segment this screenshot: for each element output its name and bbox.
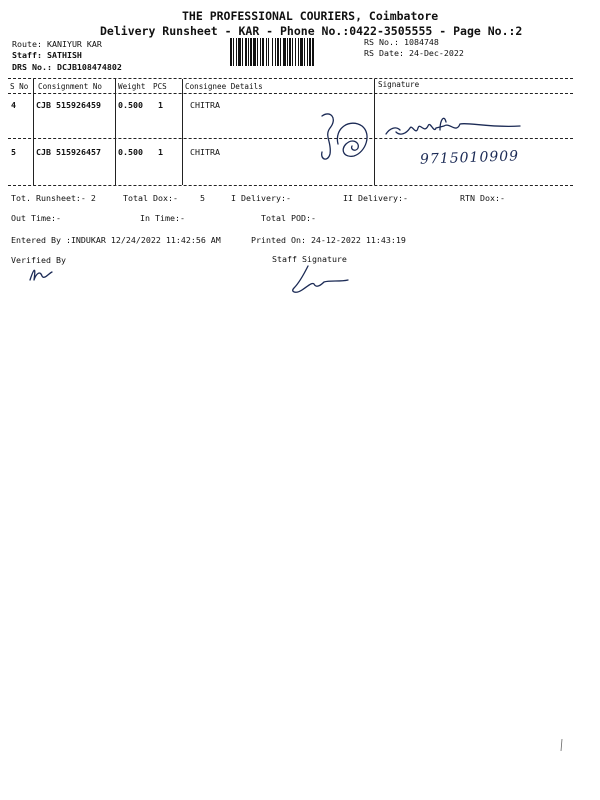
table-row-pcs: 1 [158, 100, 163, 110]
receiver-signature [300, 100, 530, 180]
col-divider [115, 79, 116, 185]
company-title: THE PROFESSIONAL COURIERS, Coimbatore [182, 9, 439, 23]
out-time-label: Out Time:- [11, 213, 61, 223]
col-divider [182, 79, 183, 185]
table-row-sno: 4 [11, 100, 16, 110]
runsheet-title: Delivery Runsheet - KAR - Phone No.:0422-3505555 - Page No.:2 [100, 24, 523, 38]
printed-on: Printed On: 24-12-2022 11:43:19 [251, 235, 406, 245]
staff-signature-mark [284, 262, 354, 298]
table-top-rule [8, 78, 573, 79]
col-header-pcs: PCS [153, 82, 167, 91]
table-row-consignee: CHITRA [190, 147, 220, 157]
i-delivery-label: I Delivery:- [231, 193, 291, 203]
table-row-sno: 5 [11, 147, 16, 157]
entered-by: Entered By :INDUKAR 12/24/2022 11:42:56 AM [11, 235, 221, 245]
rtn-dox-label: RTN Dox:- [460, 193, 505, 203]
table-bottom-rule [8, 185, 573, 186]
route-label: Route: KANIYUR KAR [12, 39, 102, 49]
stray-mark [558, 738, 566, 752]
col-header-signature: Signature [378, 80, 420, 89]
col-header-consignee: Consignee Details [185, 82, 263, 91]
table-row-consignment: CJB 515926459 [36, 100, 101, 110]
in-time-label: In Time:- [140, 213, 185, 223]
barcode-bar [312, 38, 314, 66]
table-row-weight: 0.500 [118, 147, 143, 157]
col-header-weight: Weight [118, 82, 146, 91]
drs-number: DRS No.: DCJB108474802 [12, 62, 122, 72]
total-pod-label: Total POD:- [261, 213, 316, 223]
handwritten-phone: 9715010909 [419, 148, 520, 168]
total-dox-value: 5 [200, 193, 205, 203]
staff-label: Staff: SATHISH [12, 50, 82, 60]
total-dox-label: Total Dox:- [123, 193, 178, 203]
table-row-consignment: CJB 515926457 [36, 147, 101, 157]
table-row-weight: 0.500 [118, 100, 143, 110]
barcode [230, 38, 358, 66]
staff-signature-label: Staff Signature [272, 254, 347, 264]
table-row-consignee: CHITRA [190, 100, 220, 110]
verified-by-signature [26, 262, 56, 286]
col-header-sno: S No [10, 82, 29, 91]
verified-by-label: Verified By [11, 255, 66, 265]
table-row-pcs: 1 [158, 147, 163, 157]
rs-date: RS Date: 24-Dec-2022 [364, 48, 464, 58]
col-header-consignment: Consignment No [38, 82, 103, 91]
col-divider [33, 79, 34, 185]
rs-number: RS No.: 1084748 [364, 37, 439, 47]
ii-delivery-label: II Delivery:- [343, 193, 408, 203]
tot-runsheet: Tot. Runsheet:- 2 [11, 193, 96, 203]
header-bottom-rule [8, 93, 573, 94]
